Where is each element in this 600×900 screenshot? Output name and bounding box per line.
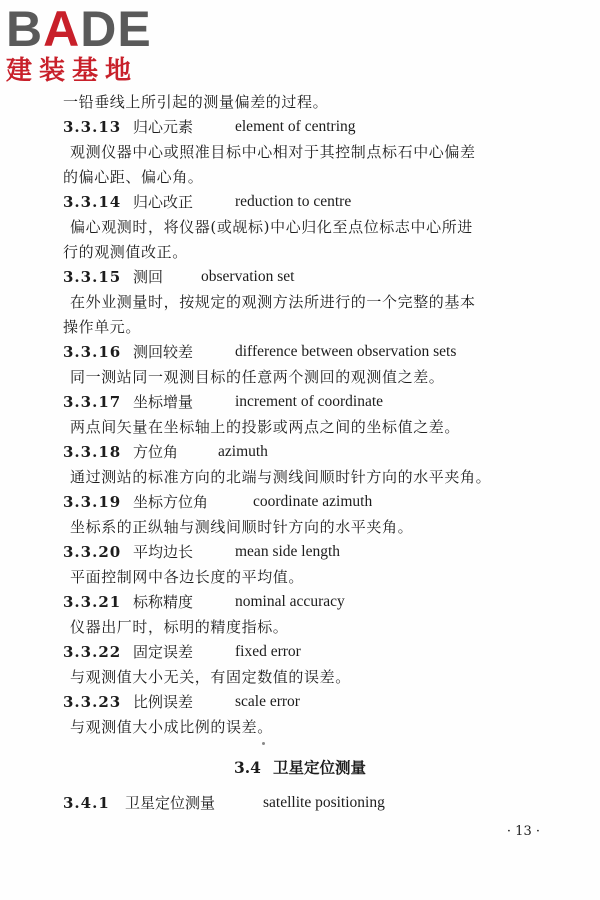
term-english: nominal accuracy bbox=[235, 593, 345, 610]
term-english: difference between observation sets bbox=[235, 343, 457, 360]
term-number: 3.3.22 bbox=[63, 643, 122, 661]
term-number: 3.3.18 bbox=[63, 443, 122, 461]
section-heading bbox=[0, 758, 600, 778]
term-definition: 的偏心距、偏心角。 bbox=[63, 168, 204, 186]
term-english: increment of coordinate bbox=[235, 393, 384, 410]
term-chinese: 卫星定位测量 bbox=[125, 794, 216, 812]
term-chinese: 平均边长 bbox=[133, 543, 194, 561]
term-definition: 与观测值大小无关，有固定数值的误差。 bbox=[70, 668, 351, 686]
term-chinese: 标称精度 bbox=[133, 593, 194, 611]
term-english: azimuth bbox=[218, 443, 268, 460]
decorative-dot bbox=[262, 742, 265, 745]
term-number: 3.3.19 bbox=[63, 493, 122, 511]
term-entry bbox=[63, 342, 457, 362]
term-english: element of centring bbox=[235, 118, 356, 135]
term-number: 3.3.23 bbox=[63, 693, 122, 711]
term-chinese: 坐标方位角 bbox=[133, 493, 209, 511]
term-definition: 同一测站同一观测目标的任意两个测回的观测值之差。 bbox=[70, 368, 445, 386]
term-entry bbox=[63, 542, 341, 562]
term-english: mean side length bbox=[235, 543, 341, 560]
term-definition: 两点间矢量在坐标轴上的投影或两点之间的坐标值之差。 bbox=[70, 418, 461, 436]
term-entry bbox=[63, 592, 345, 612]
term-english: reduction to centre bbox=[235, 193, 352, 210]
term-entry bbox=[63, 793, 385, 813]
page-number: · 13 · bbox=[506, 824, 540, 839]
term-chinese: 方位角 bbox=[133, 443, 179, 461]
term-number: 3.3.13 bbox=[63, 118, 122, 136]
term-english: scale error bbox=[235, 693, 300, 710]
term-number: 3.3.15 bbox=[63, 268, 122, 286]
logo-mark: BADE bbox=[6, 1, 152, 57]
term-number: 3.4.1 bbox=[63, 794, 110, 812]
section-title: 卫星定位测量 bbox=[272, 758, 366, 777]
term-definition: 通过测站的标准方向的北端与测线间顺时针方向的水平夹角。 bbox=[70, 468, 492, 486]
term-chinese: 归心元素 bbox=[133, 118, 194, 136]
term-number: 3.3.14 bbox=[63, 193, 122, 211]
term-chinese: 测回 bbox=[133, 268, 164, 286]
section-number: 3.4 bbox=[234, 758, 261, 777]
term-entry bbox=[63, 192, 352, 212]
term-entry bbox=[63, 492, 373, 512]
term-chinese: 坐标增量 bbox=[133, 393, 194, 411]
term-definition: 在外业测量时，按规定的观测方法所进行的一个完整的基本 bbox=[70, 293, 476, 311]
term-entry bbox=[63, 392, 384, 412]
term-english: fixed error bbox=[235, 643, 301, 660]
term-entry bbox=[63, 692, 300, 712]
term-chinese: 测回较差 bbox=[133, 343, 194, 361]
bade-logo bbox=[6, 1, 152, 86]
term-english: coordinate azimuth bbox=[253, 493, 373, 510]
term-chinese: 归心改正 bbox=[133, 193, 194, 211]
term-definition: 操作单元。 bbox=[63, 318, 142, 336]
term-definition: 平面控制网中各边长度的平均值。 bbox=[70, 568, 305, 586]
term-number: 3.3.17 bbox=[63, 393, 122, 411]
term-entry bbox=[63, 442, 268, 462]
term-entry bbox=[63, 267, 295, 287]
term-definition: 仪器出厂时，标明的精度指标。 bbox=[70, 618, 289, 636]
term-english: satellite positioning bbox=[263, 794, 385, 811]
term-chinese: 固定误差 bbox=[133, 643, 194, 661]
term-definition: 观测仪器中心或照准目标中心相对于其控制点标石中心偏差 bbox=[70, 143, 476, 161]
term-definition: 坐标系的正纵轴与测线间顺时针方向的水平夹角。 bbox=[70, 518, 414, 536]
term-chinese: 比例误差 bbox=[133, 693, 194, 711]
term-english: observation set bbox=[201, 268, 295, 285]
term-number: 3.3.21 bbox=[63, 593, 122, 611]
term-entry bbox=[63, 642, 301, 662]
term-number: 3.3.20 bbox=[63, 543, 122, 561]
continuation-text: 一铅垂线上所引起的测量偏差的过程。 bbox=[63, 93, 329, 111]
term-definition: 与观测值大小成比例的误差。 bbox=[70, 718, 273, 736]
term-definition: 偏心观测时，将仪器(或觇标)中心归化至点位标志中心所进 bbox=[70, 218, 473, 236]
term-number: 3.3.16 bbox=[63, 343, 122, 361]
term-definition: 行的观测值改正。 bbox=[63, 243, 188, 261]
term-entry bbox=[63, 117, 356, 137]
logo-subtitle: 建装基地 bbox=[6, 56, 139, 86]
